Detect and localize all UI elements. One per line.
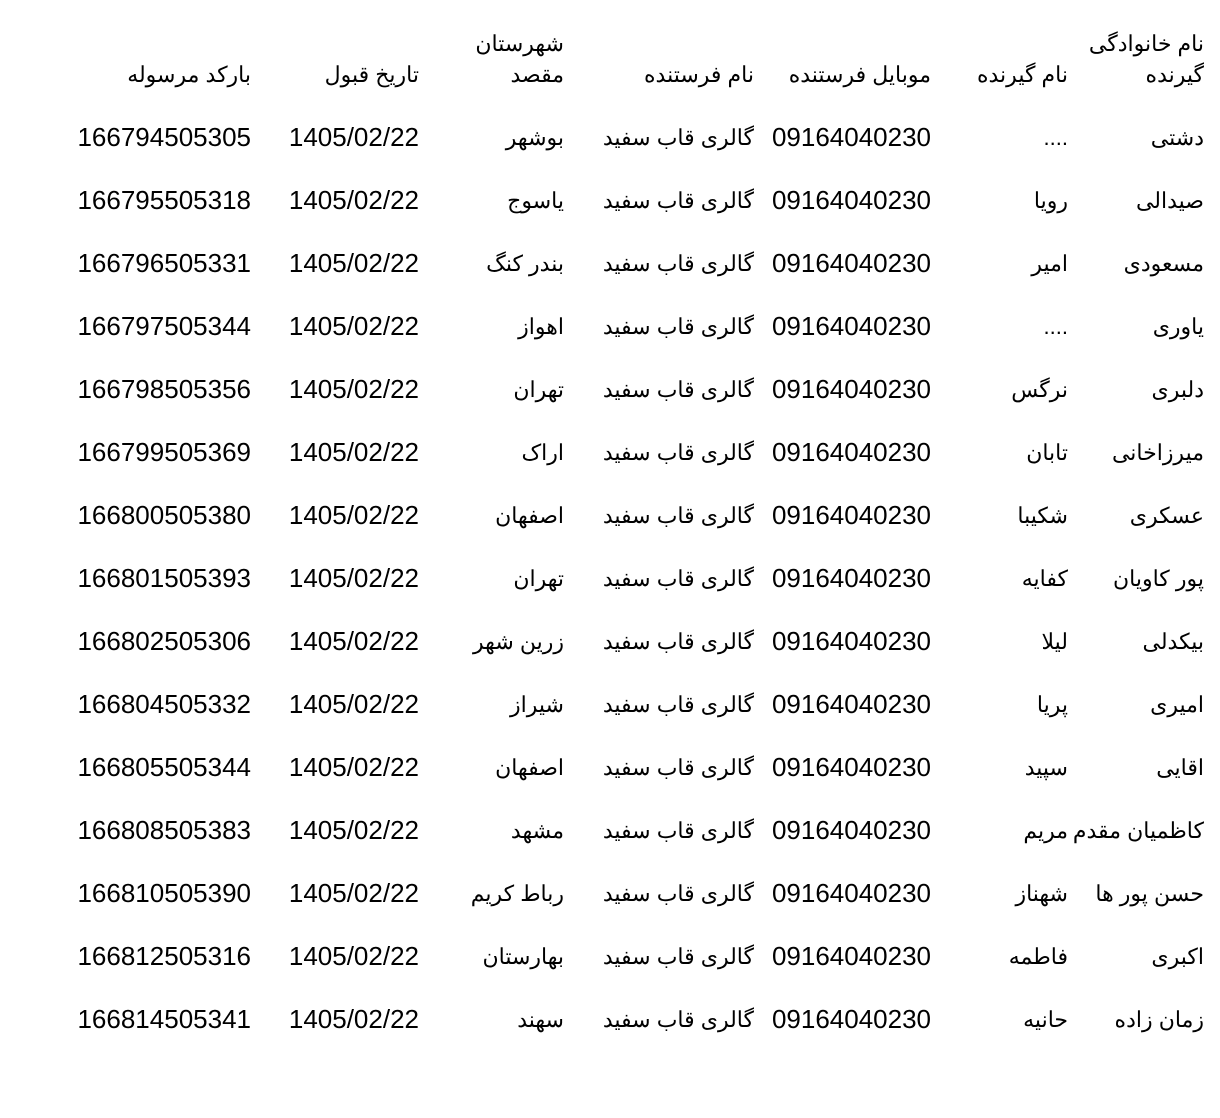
cell-destination-city: اراک: [521, 440, 564, 465]
cell-sender-mobile: [754, 846, 931, 909]
cell-sender-name: گالری قاب سفید: [602, 440, 754, 465]
cell-sender-mobile-value: 09164040230: [771, 1004, 931, 1034]
cell-sender-name: گالری قاب سفید: [602, 503, 754, 528]
cell-receiver-name: سپید: [1024, 755, 1068, 780]
cell-barcode: [70, 720, 251, 783]
cell-barcode: [70, 657, 251, 720]
cell-destination-city: سهند: [517, 1007, 564, 1032]
cell-sender-mobile: [754, 468, 931, 531]
cell-barcode-value: 166798505356: [77, 374, 251, 404]
cell-destination-city: زرین شهر: [473, 629, 564, 654]
cell-barcode-value: 166795505318: [77, 185, 251, 215]
cell-barcode-value: 166800505380: [77, 500, 251, 530]
cell-sender-mobile-value: 09164040230: [771, 878, 931, 908]
cell-barcode-value: 166797505344: [77, 311, 251, 341]
cell-receiver-name: فاطمه: [1008, 944, 1068, 969]
cell-receiver-name: ....: [1043, 125, 1068, 150]
cell-receiver-family: صیدالی: [1135, 188, 1204, 213]
header-barcode: بارکد مرسوله: [127, 62, 251, 87]
cell-acceptance-date-value: 1405/02/22: [288, 374, 419, 404]
cell-acceptance-date: [251, 153, 419, 216]
cell-barcode: [70, 846, 251, 909]
cell-destination-city: بهارستان: [482, 944, 564, 969]
header-acceptance-date: تاریخ قبول: [324, 62, 419, 87]
cell-sender-mobile-value: 09164040230: [771, 941, 931, 971]
cell-acceptance-date-value: 1405/02/22: [288, 752, 419, 782]
cell-sender-name: گالری قاب سفید: [602, 944, 754, 969]
cell-receiver-name: مریم: [1023, 818, 1068, 843]
cell-sender-name: گالری قاب سفید: [602, 125, 754, 150]
cell-acceptance-date: [251, 531, 419, 594]
cell-barcode-value: 166799505369: [77, 437, 251, 467]
cell-sender-mobile-value: 09164040230: [771, 815, 931, 845]
header-receiver-name: نام گیرنده: [976, 62, 1068, 87]
cell-receiver-family: یاوری: [1152, 314, 1204, 339]
cell-acceptance-date: [251, 90, 419, 153]
cell-barcode-value: 166796505331: [77, 248, 251, 278]
cell-receiver-family: بیکدلی: [1142, 629, 1204, 654]
cell-sender-mobile: [754, 657, 931, 720]
cell-barcode: [70, 909, 251, 972]
header-sender-mobile: موبایل فرستنده: [788, 62, 931, 87]
cell-destination-city: تهران: [513, 377, 564, 402]
cell-acceptance-date-value: 1405/02/22: [288, 878, 419, 908]
cell-barcode-value: 166810505390: [77, 878, 251, 908]
cell-acceptance-date-value: 1405/02/22: [288, 689, 419, 719]
cell-acceptance-date: [251, 972, 419, 1035]
cell-sender-name: گالری قاب سفید: [602, 629, 754, 654]
table-row: [70, 783, 1204, 846]
cell-sender-mobile: [754, 972, 931, 1035]
cell-receiver-family: عسکری: [1129, 503, 1204, 528]
cell-barcode-value: 166814505341: [77, 1004, 251, 1034]
cell-sender-name: گالری قاب سفید: [602, 818, 754, 843]
cell-sender-mobile-value: 09164040230: [771, 563, 931, 593]
cell-sender-mobile-value: 09164040230: [771, 752, 931, 782]
cell-sender-mobile-value: 09164040230: [771, 248, 931, 278]
cell-acceptance-date-value: 1405/02/22: [288, 626, 419, 656]
table-row: [70, 90, 1204, 153]
header-row: [70, 28, 1204, 90]
cell-barcode: [70, 594, 251, 657]
cell-sender-mobile-value: 09164040230: [771, 122, 931, 152]
cell-sender-mobile: [754, 405, 931, 468]
cell-acceptance-date-value: 1405/02/22: [288, 563, 419, 593]
cell-acceptance-date-value: 1405/02/22: [288, 437, 419, 467]
cell-destination-city: مشهد: [510, 818, 564, 843]
cell-destination-city: تهران: [513, 566, 564, 591]
cell-barcode-value: 166802505306: [77, 626, 251, 656]
cell-receiver-name: نرگس: [1011, 377, 1068, 402]
cell-receiver-family: کاظمیان مقدم: [1072, 818, 1204, 843]
cell-sender-mobile: [754, 153, 931, 216]
cell-sender-mobile-value: 09164040230: [771, 185, 931, 215]
header-receiver-family: نام خانوادگی گیرنده: [1088, 31, 1204, 87]
cell-sender-mobile-value: 09164040230: [771, 374, 931, 404]
cell-receiver-family: اکبری: [1151, 944, 1204, 969]
table-row: [70, 972, 1204, 1035]
cell-sender-name: گالری قاب سفید: [602, 881, 754, 906]
cell-sender-mobile-value: 09164040230: [771, 437, 931, 467]
cell-sender-mobile-value: 09164040230: [771, 500, 931, 530]
cell-sender-mobile: [754, 279, 931, 342]
cell-sender-mobile: [754, 216, 931, 279]
table-header: [70, 28, 1204, 90]
cell-sender-mobile-value: 09164040230: [771, 311, 931, 341]
table-row: [70, 216, 1204, 279]
cell-acceptance-date: [251, 846, 419, 909]
table-row: [70, 657, 1204, 720]
cell-acceptance-date: [251, 657, 419, 720]
table-row: [70, 405, 1204, 468]
table-row: [70, 720, 1204, 783]
table-row: [70, 279, 1204, 342]
cell-sender-name: گالری قاب سفید: [602, 755, 754, 780]
cell-barcode-value: 166804505332: [77, 689, 251, 719]
cell-receiver-family: دشتی: [1150, 125, 1204, 150]
cell-destination-city: اصفهان: [495, 503, 564, 528]
cell-sender-name: گالری قاب سفید: [602, 692, 754, 717]
table-row: [70, 594, 1204, 657]
cell-acceptance-date-value: 1405/02/22: [288, 185, 419, 215]
cell-receiver-family: پور کاویان: [1112, 566, 1204, 591]
cell-sender-name: گالری قاب سفید: [602, 314, 754, 339]
cell-acceptance-date: [251, 594, 419, 657]
cell-acceptance-date: [251, 216, 419, 279]
cell-sender-name: گالری قاب سفید: [602, 377, 754, 402]
cell-sender-mobile-value: 09164040230: [771, 689, 931, 719]
cell-receiver-name: لیلا: [1041, 629, 1068, 654]
cell-receiver-name: رویا: [1033, 188, 1068, 213]
cell-receiver-family: زمان زاده: [1114, 1007, 1204, 1032]
cell-barcode-value: 166805505344: [77, 752, 251, 782]
cell-acceptance-date-value: 1405/02/22: [288, 941, 419, 971]
cell-barcode: [70, 783, 251, 846]
table-row: [70, 468, 1204, 531]
table-row: [70, 909, 1204, 972]
cell-destination-city: بندر کنگ: [486, 251, 564, 276]
shipments-table: [70, 28, 1204, 1035]
cell-barcode: [70, 531, 251, 594]
cell-sender-mobile: [754, 90, 931, 153]
cell-destination-city: شیراز: [510, 692, 564, 717]
cell-sender-mobile: [754, 342, 931, 405]
cell-sender-mobile: [754, 720, 931, 783]
cell-acceptance-date: [251, 405, 419, 468]
cell-sender-name: گالری قاب سفید: [602, 188, 754, 213]
cell-barcode: [70, 279, 251, 342]
table-row: [70, 846, 1204, 909]
cell-destination-city: یاسوج: [507, 188, 564, 213]
cell-destination-city: اصفهان: [495, 755, 564, 780]
cell-acceptance-date-value: 1405/02/22: [288, 815, 419, 845]
cell-barcode: [70, 405, 251, 468]
cell-barcode: [70, 972, 251, 1035]
header-destination-city: شهرستان مقصد: [475, 31, 564, 87]
cell-receiver-name: کفایه: [1021, 566, 1068, 591]
header-sender-name: نام فرستنده: [644, 62, 754, 87]
cell-destination-city: اهواز: [518, 314, 564, 339]
cell-barcode-value: 166812505316: [77, 941, 251, 971]
cell-receiver-family: امیری: [1150, 692, 1204, 717]
cell-acceptance-date-value: 1405/02/22: [288, 1004, 419, 1034]
cell-barcode: [70, 468, 251, 531]
cell-barcode: [70, 153, 251, 216]
cell-receiver-name: امیر: [1031, 251, 1068, 276]
cell-receiver-name: حانیه: [1023, 1007, 1068, 1032]
cell-sender-name: گالری قاب سفید: [602, 1007, 754, 1032]
cell-receiver-family: میرزاخانی: [1111, 440, 1204, 465]
cell-barcode: [70, 216, 251, 279]
cell-acceptance-date: [251, 909, 419, 972]
cell-sender-name: گالری قاب سفید: [602, 566, 754, 591]
cell-acceptance-date: [251, 720, 419, 783]
cell-receiver-name: ....: [1043, 314, 1068, 339]
cell-receiver-name: شکیبا: [1017, 503, 1068, 528]
cell-receiver-name: تابان: [1026, 440, 1068, 465]
cell-sender-mobile: [754, 783, 931, 846]
cell-receiver-family: حسن پور ها: [1095, 881, 1204, 906]
cell-destination-city: رباط کریم: [470, 881, 564, 906]
cell-destination-city: بوشهر: [505, 125, 564, 150]
cell-barcode-value: 166801505393: [77, 563, 251, 593]
cell-sender-mobile-value: 09164040230: [771, 626, 931, 656]
cell-receiver-family: مسعودی: [1123, 251, 1204, 276]
cell-acceptance-date: [251, 468, 419, 531]
cell-barcode-value: 166808505383: [77, 815, 251, 845]
cell-acceptance-date-value: 1405/02/22: [288, 500, 419, 530]
cell-barcode: [70, 342, 251, 405]
cell-acceptance-date: [251, 342, 419, 405]
cell-acceptance-date: [251, 783, 419, 846]
cell-receiver-name: پریا: [1036, 692, 1068, 717]
table-row: [70, 342, 1204, 405]
cell-receiver-family: اقایی: [1156, 755, 1204, 780]
table-body: [70, 90, 1204, 1035]
cell-sender-name: گالری قاب سفید: [602, 251, 754, 276]
cell-receiver-name: شهناز: [1015, 881, 1068, 906]
cell-sender-mobile: [754, 594, 931, 657]
cell-sender-mobile: [754, 909, 931, 972]
cell-barcode-value: 166794505305: [77, 122, 251, 152]
cell-barcode: [70, 90, 251, 153]
table-row: [70, 531, 1204, 594]
cell-receiver-family: دلبری: [1151, 377, 1204, 402]
cell-acceptance-date-value: 1405/02/22: [288, 122, 419, 152]
cell-acceptance-date-value: 1405/02/22: [288, 248, 419, 278]
table-row: [70, 153, 1204, 216]
cell-acceptance-date-value: 1405/02/22: [288, 311, 419, 341]
cell-sender-mobile: [754, 531, 931, 594]
cell-acceptance-date: [251, 279, 419, 342]
